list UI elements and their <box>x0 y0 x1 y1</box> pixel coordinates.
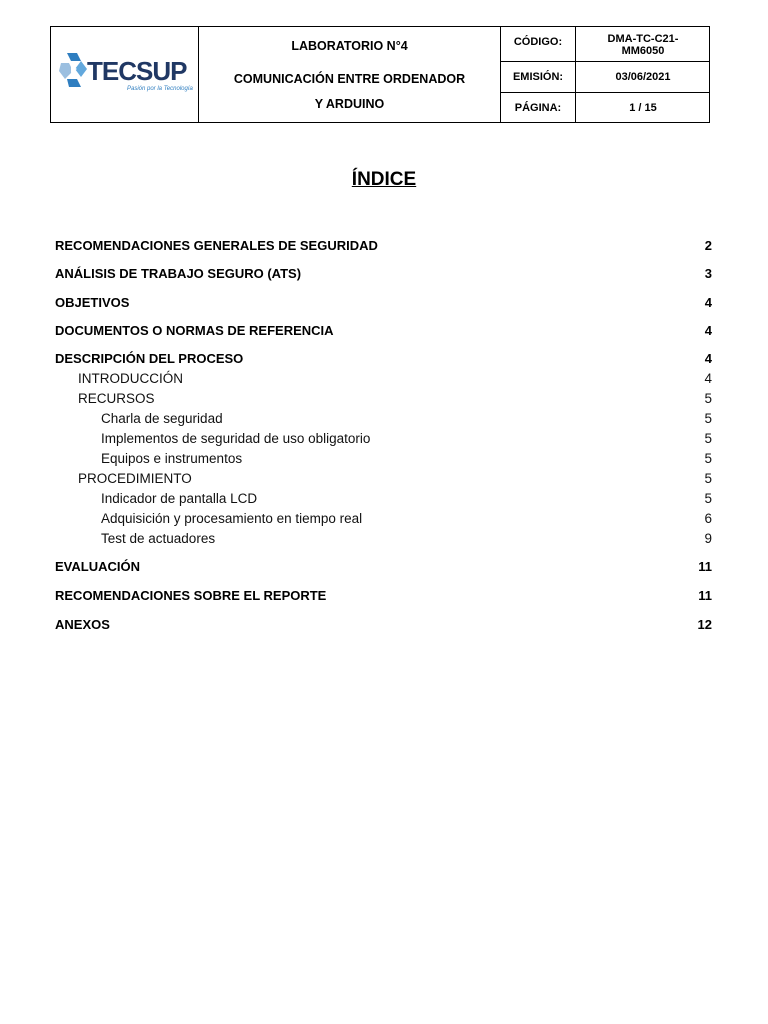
toc-entry-label: DOCUMENTOS O NORMAS DE REFERENCIA <box>55 323 334 338</box>
toc-entry[interactable] <box>101 491 712 509</box>
toc-entry-label: ANEXOS <box>55 617 110 632</box>
toc-entry-label: Adquisición y procesamiento en tiempo real <box>101 511 363 526</box>
toc-entry[interactable] <box>101 431 712 449</box>
toc-entry[interactable] <box>55 323 712 341</box>
toc-entry-page: 5 <box>704 471 712 486</box>
toc-entry[interactable] <box>101 411 712 429</box>
tecsup-logo <box>57 49 197 99</box>
toc-entry-label: RECOMENDACIONES SOBRE EL REPORTE <box>55 588 327 603</box>
logo-wordmark: TECSUP <box>87 56 187 86</box>
toc-entry[interactable] <box>101 451 712 469</box>
toc-entry-label: INTRODUCCIÓN <box>78 371 183 386</box>
lab-subtitle-line-2: Y ARDUINO <box>314 97 385 111</box>
toc-entry[interactable] <box>78 391 712 409</box>
toc-entry-label: RECURSOS <box>78 391 155 406</box>
codigo-value <box>576 30 710 60</box>
toc-entry-page: 5 <box>704 411 712 426</box>
logo-tagline: Pasión por la Tecnología <box>127 86 193 92</box>
toc-entry-page: 11 <box>698 559 712 574</box>
toc-entry-page: 4 <box>704 351 712 366</box>
toc-entry-label: PROCEDIMIENTO <box>78 471 192 486</box>
toc-entry-page: 5 <box>704 491 712 506</box>
toc-entry-label: Indicador de pantalla LCD <box>101 491 258 506</box>
toc-entry-page: 11 <box>698 588 712 603</box>
toc-entry-label: Equipos e instrumentos <box>101 451 243 466</box>
toc-entry[interactable] <box>55 351 712 369</box>
toc-entry-label: RECOMENDACIONES GENERALES DE SEGURIDAD <box>55 238 378 253</box>
logo-arrows-icon <box>57 51 91 89</box>
toc-entry-label: ANÁLISIS DE TRABAJO SEGURO (ATS) <box>55 266 302 281</box>
toc-entry[interactable] <box>55 238 712 256</box>
pagina-value: 1 / 15 <box>629 102 657 114</box>
toc-entry-page: 5 <box>704 391 712 406</box>
toc-entry-label: DESCRIPCIÓN DEL PROCESO <box>55 351 244 366</box>
toc-entry-label: Charla de seguridad <box>101 411 223 426</box>
toc-entry[interactable] <box>55 588 712 606</box>
toc-entry[interactable] <box>55 559 712 577</box>
toc-entry[interactable] <box>55 295 712 313</box>
toc-entry[interactable] <box>55 617 712 635</box>
toc-entry-page: 5 <box>704 451 712 466</box>
toc-entry-label: Test de actuadores <box>101 531 216 546</box>
toc-entry-page: 4 <box>704 323 712 338</box>
toc-entry-page: 4 <box>704 371 712 386</box>
toc-entry-page: 5 <box>704 431 712 446</box>
pagina-label: PÁGINA: <box>514 102 562 114</box>
codigo-value-line-2: MM6050 <box>621 45 665 57</box>
toc-entry[interactable] <box>55 266 712 284</box>
toc-entry[interactable] <box>101 511 712 529</box>
document-header <box>50 26 710 123</box>
toc-entry-label: Implementos de seguridad de uso obligatorio <box>101 431 371 446</box>
toc-entry-page: 3 <box>704 266 712 281</box>
toc-entry-page: 9 <box>704 531 712 546</box>
toc-entry-page: 4 <box>704 295 712 310</box>
toc-entry[interactable] <box>101 531 712 549</box>
codigo-label: CÓDIGO: <box>513 36 563 48</box>
toc-entry-page: 12 <box>697 617 712 632</box>
toc-entry-label: EVALUACIÓN <box>55 559 140 574</box>
toc-entry-label: OBJETIVOS <box>55 295 130 310</box>
toc-entry-page: 2 <box>704 238 712 253</box>
lab-subtitle-line-1: COMUNICACIÓN ENTRE ORDENADOR <box>233 72 466 86</box>
index-title: ÍNDICE <box>351 169 417 190</box>
emision-label: EMISIÓN: <box>512 71 564 83</box>
emision-value: 03/06/2021 <box>615 71 671 83</box>
toc-entry-page: 6 <box>704 511 712 526</box>
lab-title: LABORATORIO N°4 <box>291 39 408 53</box>
toc-entry[interactable] <box>78 471 712 489</box>
toc-entry[interactable] <box>78 371 712 389</box>
codigo-value-line-1: DMA-TC-C21- <box>607 33 679 45</box>
